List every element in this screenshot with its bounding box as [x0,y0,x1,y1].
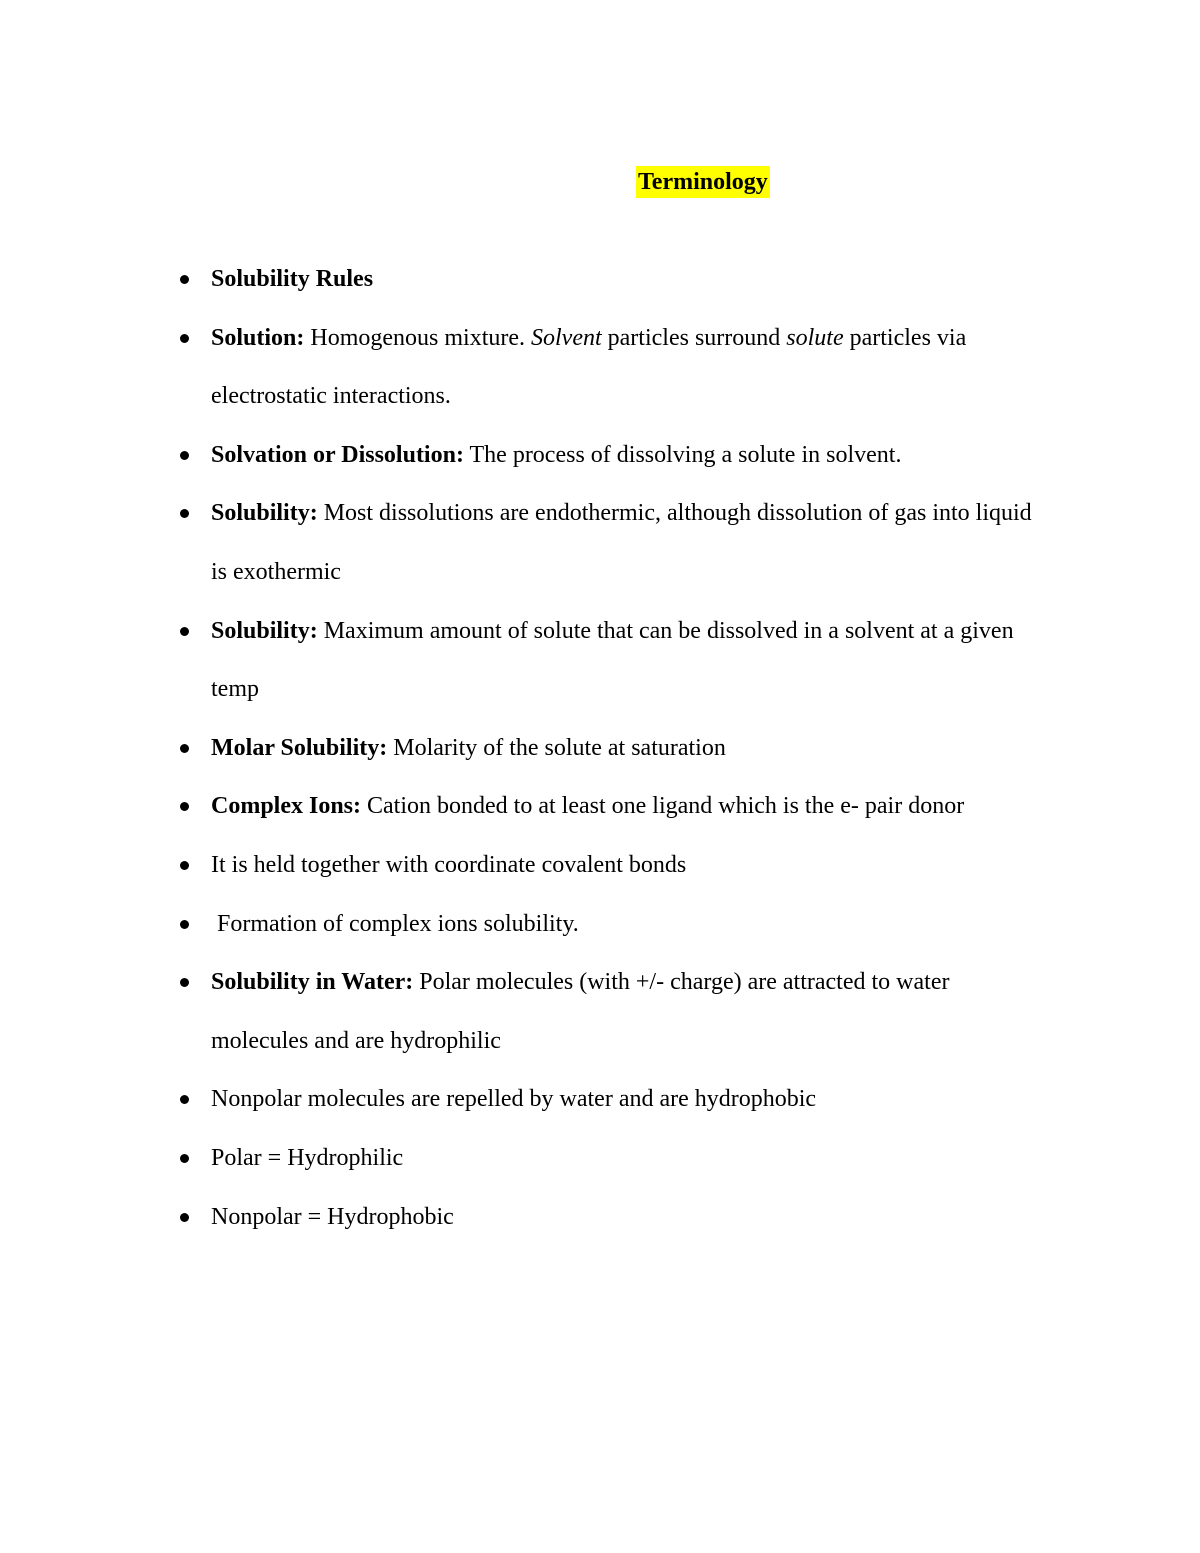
bullet-icon [180,861,189,870]
term-label: Solubility in Water: [211,969,414,996]
term-label: Solution: [211,324,305,351]
list-item [0,1070,1200,1129]
list-item [0,309,1200,426]
bullet-icon [180,627,189,636]
definition-text: Homogenous mixture. [304,324,532,351]
definition-text: Nonpolar molecules are repelled by water and are hydrophobic [211,1086,817,1113]
definition-text: particles via electrostatic interactions. [211,324,967,410]
term-label: Solubility Rules [211,266,374,292]
list-item [0,484,1200,601]
term-label: Solubility: [211,500,318,527]
definition-text: The process of dissolving a solute in solvent. [463,441,902,468]
definition-text: Formation of complex ions solubility. [211,910,579,937]
list-item [0,250,1200,309]
definition-text: Polar molecules (with +/- charge) are attracted to water molecules and are hydrophilic [211,969,950,1054]
terminology-list [0,250,1200,1246]
term-label: Solvation or Dissolution: [211,441,464,468]
definition-emphasis: solute [786,324,844,351]
definition-text: Cation bonded to at least one ligand which is the e- pair donor [361,793,965,820]
bullet-icon [180,802,189,811]
bullet-icon [180,275,189,284]
bullet-icon [180,1154,189,1163]
list-item [0,1129,1200,1188]
list-item [0,602,1200,719]
bullet-icon [180,451,189,460]
bullet-icon [180,334,189,343]
bullet-icon [180,509,189,518]
list-item [0,1188,1200,1247]
list-item [0,777,1200,836]
term-label: Complex Ions: [211,793,362,820]
term-label: Molar Solubility: [211,734,388,761]
bullet-icon [180,744,189,753]
definition-emphasis: Solvent [531,324,602,351]
term-label: Solubility: [211,617,318,644]
list-item [0,895,1200,954]
definition-text: Nonpolar = Hydrophobic [211,1203,454,1230]
list-item [0,719,1200,778]
definition-text: Most dissolutions are endothermic, although dissolution of gas into liquid is exothermic [211,500,1032,585]
definition-text: Molarity of the solute at saturation [387,734,726,761]
list-item [0,953,1200,1070]
list-item [0,836,1200,895]
bullet-icon [180,1095,189,1104]
page-title: Terminology [636,166,770,198]
bullet-icon [180,1213,189,1222]
definition-text: It is held together with coordinate covalent bonds [211,851,687,878]
list-item [0,426,1200,485]
title-container [636,166,770,198]
definition-text: Maximum amount of solute that can be dissolved in a solvent at a given temp [211,617,1014,703]
bullet-icon [180,978,189,987]
definition-text: particles surround [601,324,787,351]
bullet-icon [180,920,189,929]
definition-text: Polar = Hydrophilic [211,1144,404,1171]
